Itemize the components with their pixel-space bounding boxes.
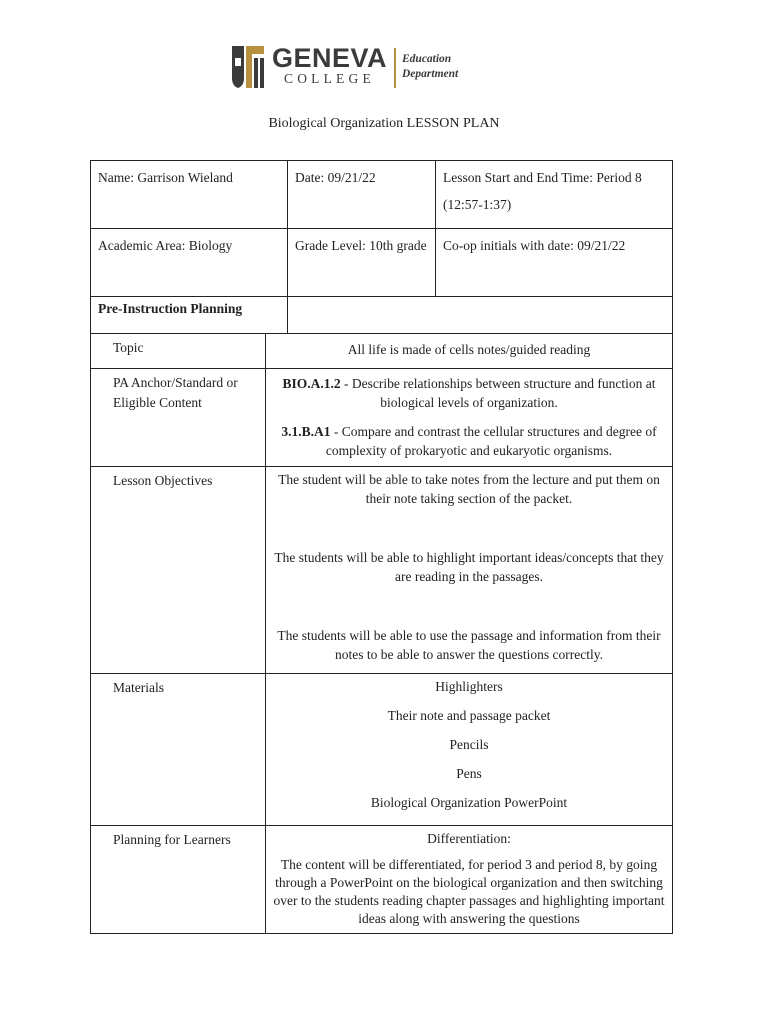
lesson-time-cell: Lesson Start and End Time: Period 8 (12:57-1:37) (436, 161, 673, 229)
standard-2-text: - Compare and contrast the cellular structures and degree of complexity of prokaryotic and eukaryotic organisms. (325, 424, 657, 458)
logo-dept-line-2: Department (402, 68, 459, 80)
section-row (91, 297, 673, 334)
standard-1-code: BIO.A.1.2 (282, 376, 341, 391)
section-blank-cell (288, 297, 673, 334)
logo-dept-line-1: Education (402, 53, 452, 65)
objectives-value (266, 467, 673, 674)
coop-initials-cell: Co-op initials with date: 09/21/22 (436, 229, 673, 297)
objectives-row (91, 467, 673, 674)
standard-2 (272, 422, 666, 460)
section-heading: Pre-Instruction Planning (91, 297, 288, 334)
topic-row (91, 334, 673, 369)
standards-value (266, 369, 673, 467)
logo-name: GENEVA (272, 43, 388, 73)
objective-2: The students will be able to highlight important ideas/concepts that they are reading in the passages. (274, 550, 664, 584)
standards-row (91, 369, 673, 467)
header-row-2 (91, 229, 673, 297)
standards-label: PA Anchor/Standard or Eligible Content (91, 369, 266, 467)
name-cell: Name: Garrison Wieland (91, 161, 288, 229)
planning-label: Planning for Learners (91, 826, 266, 934)
material-item: Their note and passage packet (387, 708, 551, 723)
document-title: Biological Organization LESSON PLAN (268, 116, 500, 131)
material-item: Highlighters (435, 679, 503, 694)
materials-label: Materials (91, 674, 266, 826)
objective-1: The student will be able to take notes from the lecture and put them on their note taking section of the packet. (278, 472, 660, 506)
geneva-college-logo (230, 42, 480, 94)
logo-divider (394, 48, 396, 88)
topic-value: All life is made of cells notes/guided reading (266, 334, 673, 369)
materials-list (266, 674, 673, 826)
planning-value (266, 826, 673, 934)
objectives-label: Lesson Objectives (91, 467, 266, 674)
lesson-plan-table (90, 160, 673, 934)
materials-row (91, 674, 673, 826)
logo-department (402, 52, 458, 82)
academic-area-cell: Academic Area: Biology (91, 229, 288, 297)
standard-1-text: - Describe relationships between structure and function at biological levels of organization. (340, 376, 656, 410)
material-item: Biological Organization PowerPoint (370, 795, 568, 810)
grade-level-cell: Grade Level: 10th grade (288, 229, 436, 297)
planning-row (91, 826, 673, 934)
material-item: Pencils (449, 737, 489, 752)
standard-2-code: 3.1.B.A1 (281, 424, 331, 439)
topic-label: Topic (91, 334, 266, 369)
geneva-shield-icon (230, 44, 266, 90)
objective-3: The students will be able to use the passage and information from their notes to be able to answer the questions correctly. (277, 628, 661, 662)
logo-subtitle: COLLEGE (284, 71, 375, 86)
material-item: Pens (456, 766, 482, 781)
standard-1 (272, 374, 666, 412)
differentiation-heading: Differentiation: (427, 831, 511, 846)
differentiation-text: The content will be differentiated, for period 3 and period 8, by going through a PowerPoint on the biological organization and then switching over to the students reading chapter passages and highlighting important ideas along with answering the questions (273, 857, 665, 926)
date-cell: Date: 09/21/22 (288, 161, 436, 229)
header-row-1 (91, 161, 673, 229)
